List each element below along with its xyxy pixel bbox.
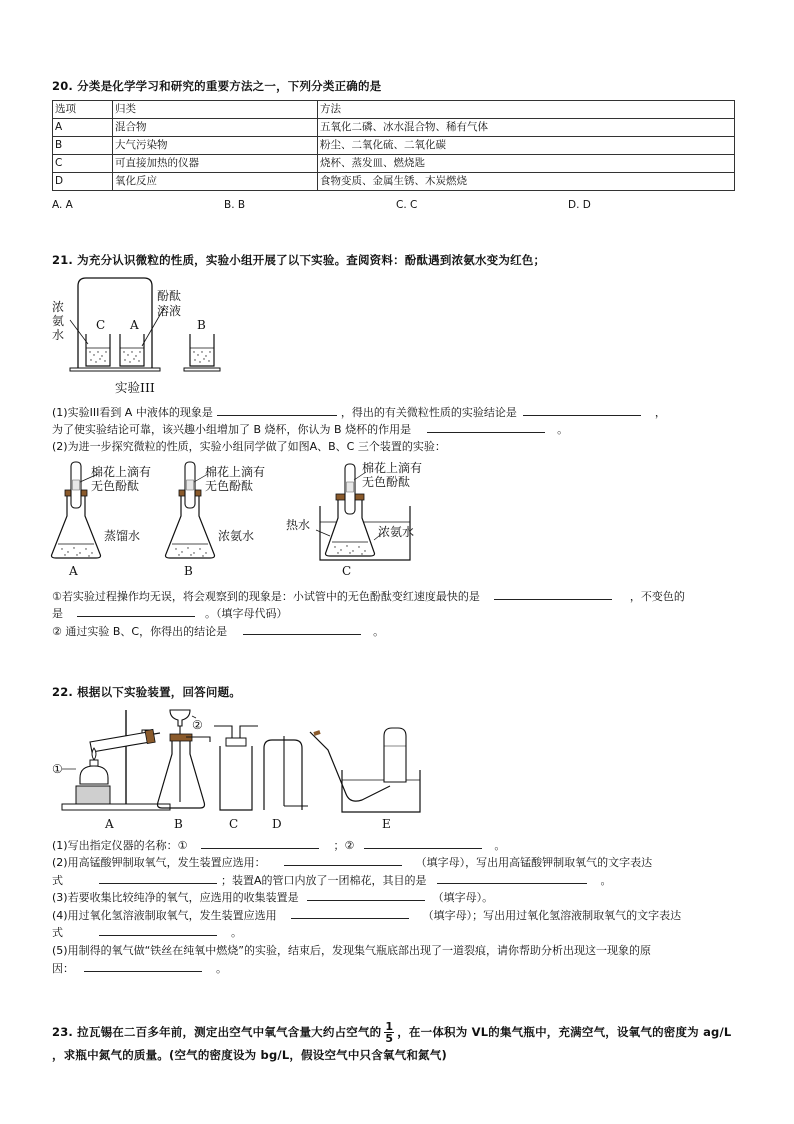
q22-text: （填字母），写出用高锰酸钾制取氧气的文字表达	[415, 856, 653, 869]
cotton-label-b	[205, 465, 265, 493]
phenolphthalein-label-line: 酚酞	[157, 289, 182, 303]
q22-text: 式	[52, 926, 63, 939]
q22-line4	[52, 889, 493, 905]
table-row	[53, 155, 735, 173]
apparatus-d	[264, 736, 308, 810]
experiment-3-caption: 实验III	[115, 380, 155, 395]
q21-sub1-text: ，不变色的	[629, 590, 685, 603]
q21-sub1-line2	[52, 605, 288, 621]
q23-text: ，在一体积为 VL的集气瓶中，充满空气，设氧气的密度为 ag/L	[397, 1025, 732, 1039]
table-row	[53, 137, 735, 155]
ammonia-label-char: 水	[52, 328, 65, 342]
apparatus-label-e: E	[382, 817, 391, 831]
q21-part1-text: 为了使实验结论可靠，该兴趣小组增加了 B 烧杯，你认为 B 烧杯的作用是	[52, 423, 412, 436]
mark-1: ①	[52, 762, 63, 776]
option-c[interactable]: C. C	[396, 199, 418, 211]
answer-blank[interactable]	[437, 872, 587, 884]
figure-label-c: C	[342, 564, 352, 578]
table-cell: C	[53, 155, 113, 173]
q22-title: 22. 根据以下实验装置，回答问题。	[52, 685, 241, 699]
table-row	[53, 119, 735, 137]
q20-title: 20. 分类是化学学习和研究的重要方法之一，下列分类正确的是	[52, 79, 382, 93]
q22-text: (1)写出指定仪器的名称：①	[52, 839, 188, 852]
beaker-c-label: C	[96, 318, 106, 332]
table-cell: 氧化反应	[113, 173, 318, 191]
header-cell: 归类	[113, 101, 318, 119]
beaker-b-label: B	[197, 318, 206, 332]
fraction-denominator: 5	[385, 1032, 394, 1045]
answer-blank[interactable]	[201, 837, 319, 849]
cotton-label-line: 棉花上滴有	[362, 461, 423, 475]
cotton-label-a	[91, 465, 151, 493]
q22-text: 式	[52, 874, 63, 887]
q23-line1	[52, 1021, 731, 1044]
table-cell: 烧杯、蒸发皿、燃烧匙	[318, 155, 735, 173]
q21-sub2-text: 。	[373, 625, 385, 638]
table-cell: 混合物	[113, 119, 318, 137]
answer-blank[interactable]	[217, 404, 337, 416]
liquid-label-a: 蒸馏水	[104, 529, 141, 543]
q21-sub2	[52, 623, 384, 639]
q22-line2	[52, 854, 652, 870]
table-cell: D	[53, 173, 113, 191]
q22-line1	[52, 837, 505, 853]
fraction-one-fifth	[384, 1021, 394, 1044]
apparatus-e	[310, 728, 420, 812]
q22-text: 。	[216, 962, 227, 975]
answer-blank[interactable]	[99, 924, 217, 936]
table-cell: 五氧化二磷、冰水混合物、稀有气体	[318, 119, 735, 137]
hot-water-label: 热水	[286, 518, 311, 532]
answer-blank[interactable]	[307, 889, 425, 901]
liquid-label-b: 浓氨水	[218, 529, 255, 543]
q22-text: ；②	[333, 839, 355, 852]
apparatus-label-c: C	[229, 817, 239, 831]
q23-text: 23. 拉瓦锡在二百多年前，测定出空气中氧气含量大约占空气的	[52, 1025, 382, 1039]
q22-text: (3)若要收集比较纯净的氧气，应选用的收集装置是	[52, 891, 299, 904]
q21-title: 21. 为充分认识微粒的性质，实验小组开展了以下实验。查阅资料：酚酞遇到浓氨水变为红色；	[52, 253, 546, 267]
q22-line6	[52, 924, 242, 940]
table-cell: 食物变质、金属生锈、木炭燃烧	[318, 173, 735, 191]
table-cell: 可直接加热的仪器	[113, 155, 318, 173]
q22-line8	[52, 960, 227, 976]
cotton-label-c	[362, 461, 422, 489]
q22-text: 。	[600, 874, 612, 887]
q21-part1-line2	[52, 421, 568, 437]
q22-text: 因：	[52, 962, 74, 975]
apparatus-label-a: A	[105, 817, 114, 831]
ammonia-label-char: 氨	[52, 314, 65, 328]
header-cell: 选项	[53, 101, 113, 119]
phenolphthalein-label	[157, 289, 181, 319]
q22-text: （填字母）；写出用过氧化氢溶液制取氧气的文字表达	[422, 909, 682, 922]
q22-text: (2)用高锰酸钾制取氧气，发生装置应选用：	[52, 856, 266, 869]
mark-2: ②	[192, 718, 203, 732]
cotton-label-line: 棉花上滴有	[91, 465, 152, 479]
q21-part1-text: (1)实验III看到 A 中液体的现象是	[52, 406, 213, 419]
table-cell: A	[53, 119, 113, 137]
q22-line3	[52, 872, 612, 888]
fraction-numerator: 1	[385, 1020, 394, 1033]
q21-sub1-text: 。（填字母代码）	[205, 607, 288, 620]
table-cell: B	[53, 137, 113, 155]
answer-blank[interactable]	[284, 854, 402, 866]
q21-part1-text: ，得出的有关微粒性质的实验结论是	[340, 406, 517, 419]
answer-blank[interactable]	[494, 588, 612, 600]
answer-blank[interactable]	[99, 872, 217, 884]
cotton-label-line: 无色酚酞	[362, 475, 411, 489]
q21-part2: (2)为进一步探究微粒的性质，实验小组同学做了如图A、B、C 三个装置的实验：	[52, 440, 446, 453]
apparatus-figure	[46, 706, 426, 824]
answer-blank[interactable]	[364, 837, 482, 849]
answer-blank[interactable]	[523, 404, 641, 416]
table-row	[53, 173, 735, 191]
cotton-label-line: 无色酚酞	[91, 479, 140, 493]
q23-line2: ，求瓶中氮气的质量。(空气的密度设为 bg/L，假设空气中只含氧气和氮气)	[52, 1048, 447, 1062]
q21-part1-line1	[52, 404, 666, 420]
table-cell: 粉尘、二氧化硫、二氧化碳	[318, 137, 735, 155]
apparatus-label-b: B	[174, 817, 183, 831]
figure-label-a: A	[69, 564, 78, 578]
liquid-label-c: 浓氨水	[378, 525, 415, 539]
header-cell: 方法	[318, 101, 735, 119]
phenolphthalein-label-line: 溶液	[157, 304, 182, 318]
ammonia-label-char: 浓	[52, 300, 65, 314]
option-b[interactable]: B. B	[224, 199, 246, 211]
answer-blank[interactable]	[84, 960, 202, 972]
q21-sub1-text: 是	[52, 607, 63, 620]
q21-sub1-text: ①若实验过程操作均无误，将会观察到的现象是：小试管中的无色酚酞变红速度最快的是	[52, 590, 480, 603]
q22-text: ；装置A的管口内放了一团棉花，其目的是	[221, 874, 427, 887]
cotton-label-line: 棉花上滴有	[205, 465, 266, 479]
answer-blank[interactable]	[243, 623, 361, 635]
q22-line7: (5)用制得的氧气做“铁丝在纯氧中燃烧”的实验，结束后，发现集气瓶底部出现了一道裂痕，请你帮助分析出现这一现象的原	[52, 944, 651, 957]
q22-text: 。	[494, 839, 506, 852]
answer-blank[interactable]	[427, 421, 545, 433]
q21-sub1-line1	[52, 588, 685, 604]
apparatus-c	[214, 726, 258, 810]
q20-table	[52, 100, 735, 191]
table-cell: 大气污染物	[113, 137, 318, 155]
q21-part1-text: ，	[654, 406, 666, 419]
option-d[interactable]: D. D	[568, 199, 591, 211]
cotton-label-line: 无色酚酞	[205, 479, 254, 493]
q21-part1-text: 。	[557, 423, 569, 436]
option-a[interactable]: A. A	[52, 199, 73, 211]
q21-sub2-text: ② 通过实验 B、C，你得出的结论是	[52, 625, 228, 638]
q22-text: 。	[231, 926, 242, 939]
q22-text: (4)用过氧化氢溶液制取氧气，发生装置应选用	[52, 909, 277, 922]
figure-label-b: B	[184, 564, 193, 578]
beaker-a-label: A	[130, 318, 139, 332]
apparatus-label-d: D	[272, 817, 282, 831]
answer-blank[interactable]	[77, 605, 195, 617]
ammonia-label	[52, 300, 64, 342]
answer-blank[interactable]	[291, 907, 409, 919]
q22-text: （填字母）。	[432, 891, 494, 904]
apparatus-a	[62, 710, 170, 810]
table-header-row	[53, 101, 735, 119]
q22-line5	[52, 907, 681, 923]
